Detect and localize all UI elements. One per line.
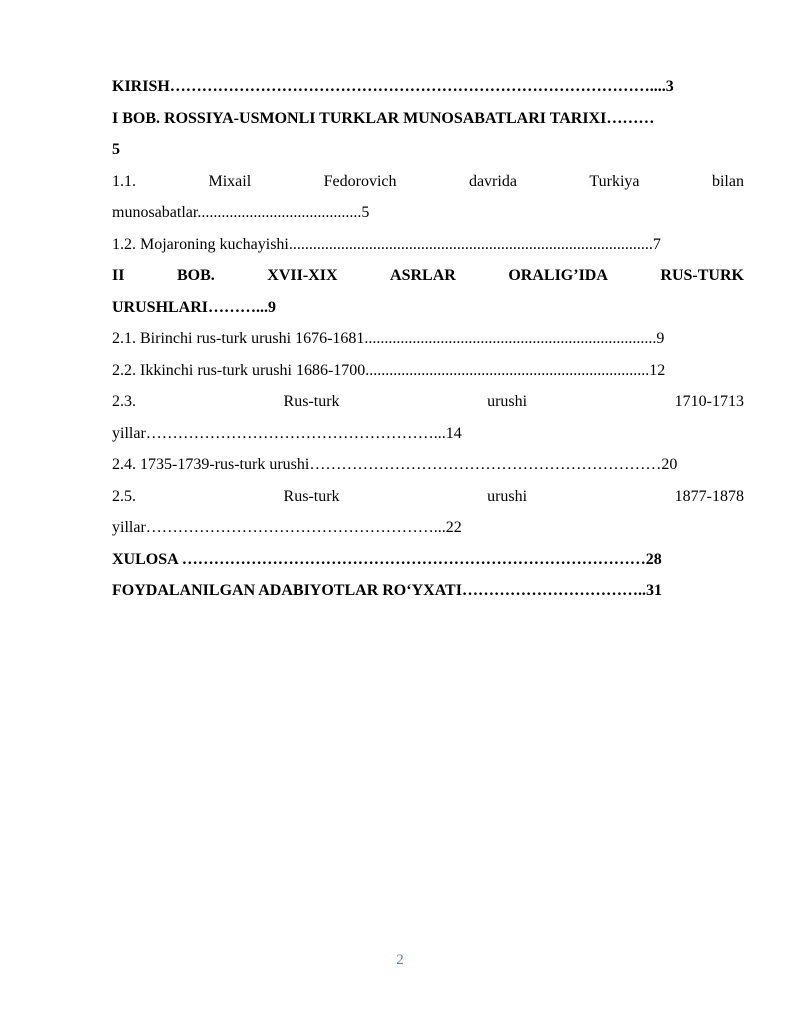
word: XVII-XIX [267,267,338,284]
word: ASRLAR [390,267,456,284]
toc-entry-2-4: 2.4. 1735-1739-rus-turk urushi…………………………………………………………20 [112,456,678,473]
word: 1710-1713 [674,393,744,410]
toc-entry-2-3 [112,386,744,418]
word: urushi [487,487,528,505]
word: 1877-1878 [674,487,744,505]
toc-entry-1-2: 1.2. Mojaroning kuchayishi...........................................................................................7 [112,235,661,253]
word: ORALIG’IDA [508,267,608,284]
word: bilan [711,172,744,190]
toc-entry-2-5 [112,481,744,513]
word: Mixail [208,172,252,190]
toc-entry-bob2-cont: URUSHLARI………...9 [112,298,277,316]
table-of-contents [112,71,744,607]
toc-entry-kirish: KIRISH………………………………………………………………………………....3 [112,78,674,95]
toc-entry-2-2: 2.2. Ikkinchi rus-turk urushi 1686-1700.......................................................................12 [112,361,666,379]
toc-entry-1-1-cont: munosabatlar.........................................5 [112,204,370,221]
word: BOB. [176,267,215,284]
word: Fedorovich [323,172,397,190]
toc-entry-foydalanilgan: FOYDALANILGAN ADABIYOTLAR RO‘YXATI……………………………..31 [112,582,662,599]
toc-entry-1-1 [112,166,744,198]
toc-entry-2-1: 2.1. Birinchi rus-turk urushi 1676-1681.........................................................................9 [112,330,665,347]
word: Rus-turk [283,487,340,505]
page-number: 2 [396,952,404,968]
word: urushi [487,393,528,410]
toc-entry-bob1-page: 5 [112,141,120,158]
toc-entry-2-5-cont: yillar………………………………………………...22 [112,519,462,536]
toc-entry-xulosa: XULOSA ……………………………………………………………………………28 [112,550,662,568]
word: davrida [468,172,517,190]
word: Turkiya [589,172,640,190]
toc-entry-bob1: I BOB. ROSSIYA-USMONLI TURKLAR MUNOSABATLARI TARIXI……… [112,109,655,127]
word: 2.3. [112,393,136,410]
toc-entry-2-3-cont: yillar………………………………………………...14 [112,424,462,442]
toc-entry-bob2 [112,260,744,292]
word: RUS-TURK [660,267,744,284]
word: 2.5. [112,487,136,505]
word: II [112,267,125,284]
word: 1.1. [112,172,136,190]
word: Rus-turk [283,393,340,410]
